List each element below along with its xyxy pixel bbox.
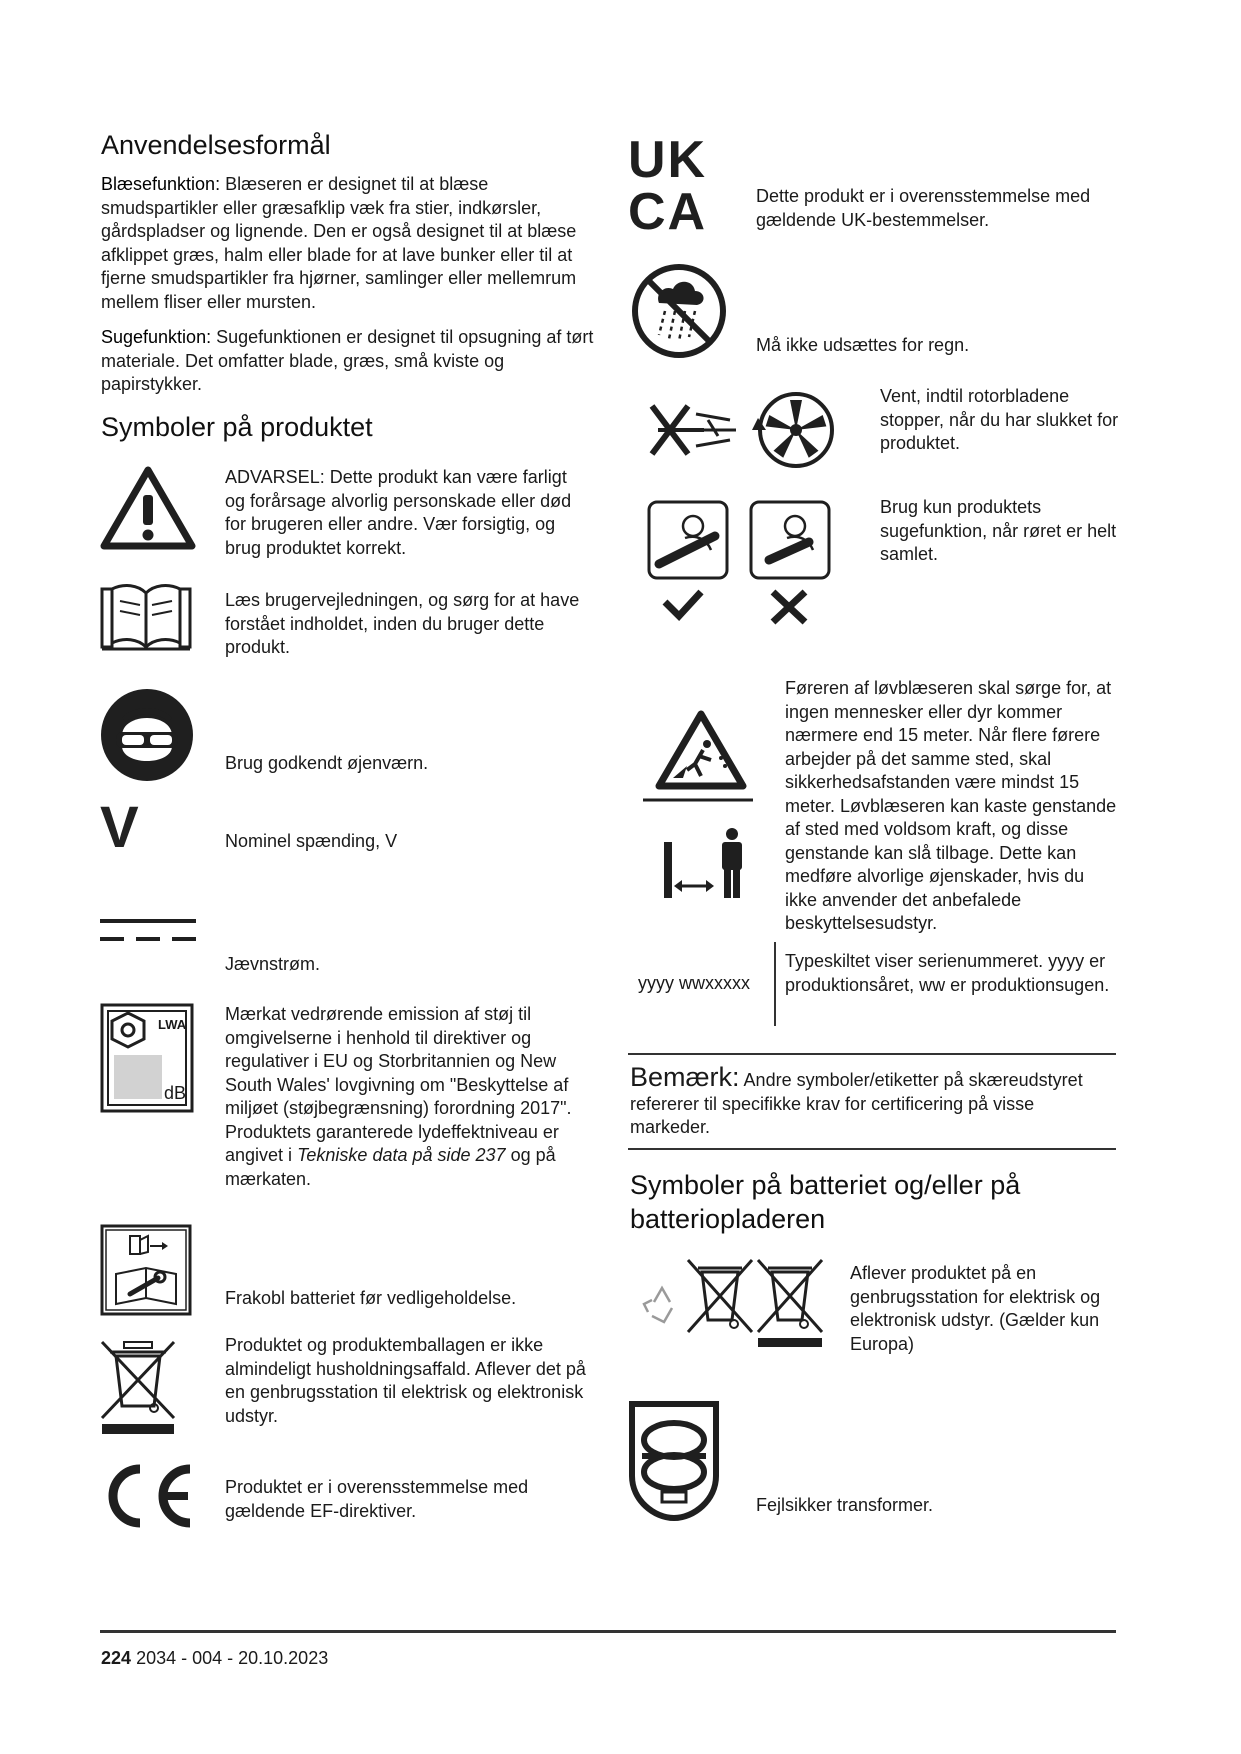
suction-tube-assembled-icon <box>645 498 835 630</box>
note-text: Andre symboler/etiketter på skæreudstyret refererer til specifikke krav for certificering på visse markeder. <box>630 1070 1083 1137</box>
battery-recycling-icon <box>640 1258 830 1354</box>
heading-purpose: Anvendelsesformål <box>101 130 331 160</box>
ukca-text: Dette produkt er i overensstemmelse med gældende UK-bestemmelser. <box>756 186 1091 230</box>
blow-function-text: Blæseren er designet til at blæse smudspartikler eller græsafklip væk fra stier, indkørsler, gårdspladser og lignende. Den er også designet til at blæse afklippet græs, halm eller blade for at lave bunker eller til at fjerne smudspartikler fra hjørner, samlinger eller mellemrum mellem fliser eller mursten. <box>101 174 577 312</box>
suction-function-text: Sugefunktionen er designet til opsugning af tørt materiale. Det omfatter blade, græs, små kviste og papirstykker. <box>101 327 594 394</box>
heading-battery-symbols: Symboler på batteriet og/eller på batteriopladeren <box>630 1170 1021 1234</box>
read-manual-icon <box>100 583 192 653</box>
noise-emission-label-icon <box>100 1003 194 1113</box>
footer-rule <box>100 1630 1116 1633</box>
warning-triangle-icon <box>100 465 196 551</box>
serial-text-a: Typeskiltet viser serienummeret. <box>785 951 1044 971</box>
blow-function-paragraph <box>101 173 596 314</box>
ukca-mark-icon <box>628 131 724 241</box>
suction-function-paragraph <box>101 326 596 397</box>
ce-mark-icon <box>100 1463 196 1529</box>
direct-current-icon <box>100 918 196 942</box>
direct-current-text: Jævnstrøm. <box>225 954 321 974</box>
transformer-text: Fejlsikker transformer. <box>756 1495 934 1515</box>
disconnect-battery-icon <box>100 1224 192 1316</box>
noise-text-b: og på mærkaten. <box>225 1145 556 1189</box>
weee-text: Produktet og produktemballagen er ikke almindeligt husholdningsaffald. Aflever det på en genbrugsstation til elektrisk og elektronisk udstyr. <box>225 1335 586 1426</box>
document-reference: 2034 - 004 - 20.10.2023 <box>136 1648 329 1668</box>
note-block <box>630 1062 1118 1140</box>
no-rain-icon <box>631 263 727 359</box>
db-label: dB <box>164 1083 187 1103</box>
serial-code-label: yyyy wwxxxxx <box>638 973 750 993</box>
warning-text: ADVARSEL: Dette produkt kan være farligt og forårsage alvorlig personskade eller død for brugeren eller andre. Vær forsigtig, og brug produktet korrekt. <box>225 467 572 558</box>
suction-tube-text: Brug kun produktets sugefunktion, når røret er helt samlet. <box>880 497 1117 564</box>
eye-protection-text: Brug godkendt øjenværn. <box>225 753 429 773</box>
eye-protection-icon <box>100 688 194 782</box>
battery-recycling-text: Aflever produktet på en genbrugsstation for elektrisk og elektronisk udstyr. (Gælder kun Europa) <box>850 1263 1101 1354</box>
ukca-bottom: CA <box>628 183 708 241</box>
rotor-stop-icon <box>648 390 838 472</box>
rotor-text: Vent, indtil rotorbladene stopper, når du har slukket for produktet. <box>880 386 1119 453</box>
safety-distance-icon <box>660 828 750 902</box>
rain-text: Må ikke udsættes for regn. <box>756 335 970 355</box>
fail-safe-transformer-icon <box>628 1400 720 1522</box>
footer <box>101 1648 328 1669</box>
page-number: 224 <box>101 1648 132 1668</box>
thrown-objects-warning-icon <box>643 708 753 802</box>
technical-data-link[interactable]: Tekniske data på side 237 <box>297 1145 506 1165</box>
serial-ww: ww <box>919 974 946 995</box>
note-bottom-rule <box>628 1148 1116 1150</box>
note-label: Bemærk: <box>630 1062 740 1092</box>
note-top-rule <box>628 1053 1116 1055</box>
voltage-text: Nominel spænding, V <box>225 831 398 851</box>
noise-text-a: Mærkat vedrørende emission af støj til omgivelserne i henhold til direktiver og regulativer i EU og Storbritannien og New South Wales' lovgivning om "Beskyttelse af miljøet (støjbegrænsning) forordning 2017". Produktets garanterede lydeffektniveau er angivet i <box>225 1004 572 1165</box>
serial-text-b: er produktionsåret, <box>785 951 1106 995</box>
weee-bin-icon <box>100 1338 176 1436</box>
ukca-top: UK <box>628 131 708 189</box>
heading-symbols-product: Symboler på produktet <box>101 412 373 442</box>
suction-function-label: Sugefunktion: <box>101 327 212 347</box>
serial-text-c: er produktionsugen. <box>950 974 1110 995</box>
voltage-v-icon: V <box>100 795 139 860</box>
blow-function-label: Blæsefunktion: <box>101 174 221 194</box>
manual-text: Læs brugervejledningen, og sørg for at have forstået indholdet, inden du bruger dette produkt. <box>225 590 580 657</box>
serial-text <box>785 950 1120 997</box>
safety-distance-text: Føreren af løvblæseren skal sørge for, at ingen mennesker eller dyr kommer nærmere end 15 meter. Når flere førere arbejder på det samme sted, skal sikkerhedsafstanden være mindst 15 meter. Løvblæseren kan kaste genstande af sted med voldsom kraft, og disse genstande kan slå tilbage. Dette kan medføre alvorlige øjenskader, hvis du ikke anvender det anbefalede beskyttelsesudstyr. <box>785 678 1117 933</box>
lwa-label: LWA <box>158 1017 187 1032</box>
noise-emission-text <box>225 1003 585 1191</box>
serial-yyyy: yyyy <box>1048 951 1085 971</box>
disconnect-battery-text: Frakobl batteriet før vedligeholdelse. <box>225 1288 517 1308</box>
serial-divider <box>774 942 776 1026</box>
ce-text: Produktet er i overensstemmelse med gældende EF-direktiver. <box>225 1477 529 1521</box>
